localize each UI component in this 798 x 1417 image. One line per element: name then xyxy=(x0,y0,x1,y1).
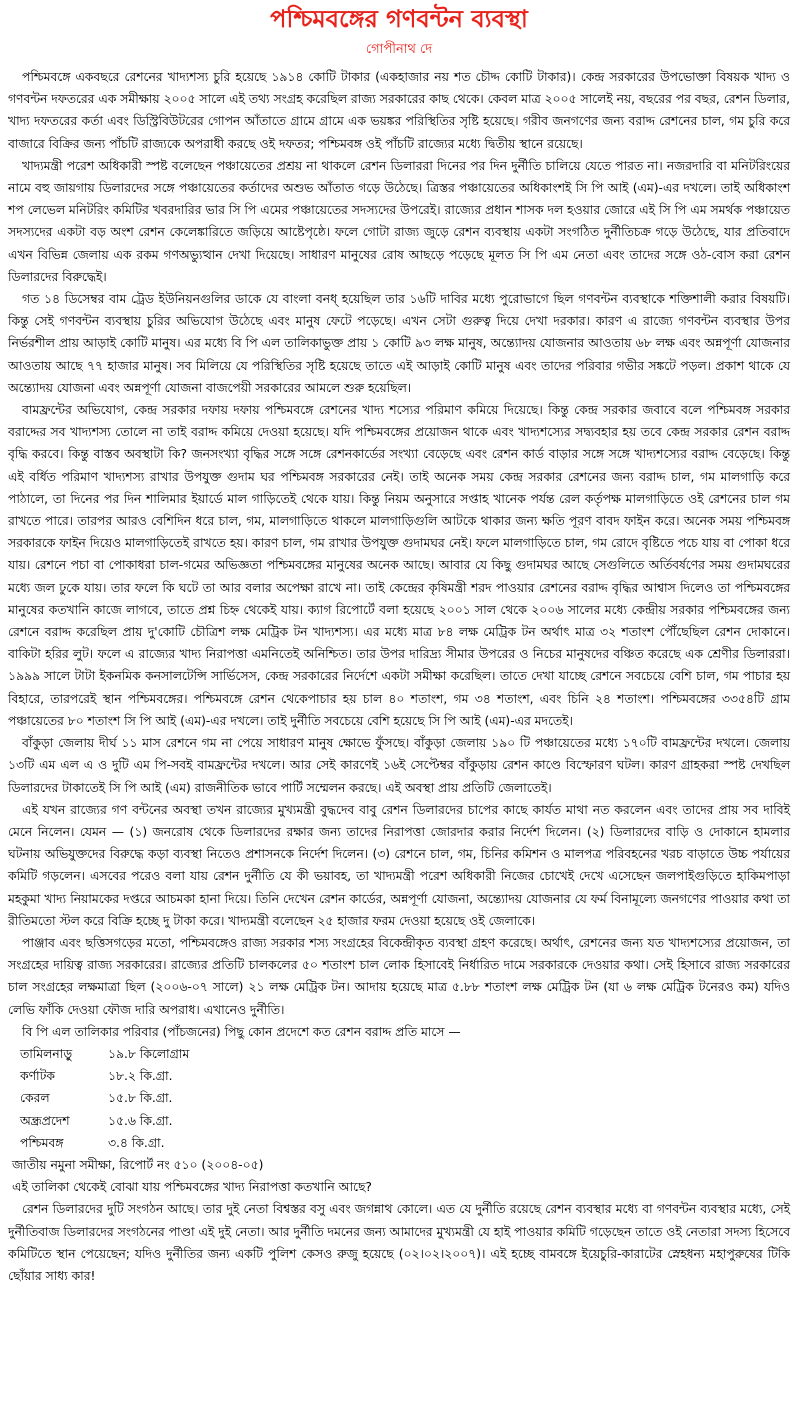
article-body xyxy=(8,66,790,1287)
ration-amount: ১৫.৬ কি.গ্রা. xyxy=(108,1113,173,1128)
paragraph-4: বামফ্রন্টের অভিযোগ, কেন্দ্র সরকার দফায় দফায় পশ্চিমবঙ্গে রেশনের খাদ্য শস্যের পরিমাণ কমিয়ে দিয়েছে। কিন্তু কেন্দ্র সরকার জবাবে বলে পশ্চিমবঙ্গ সরকার বরাদ্দের সব খাদ্যশস্য তোলে না তাই বরাদ্দ কমিয়ে দেওয়া হয়েছে। যদি পশ্চিমবঙ্গের প্রয়োজন থাকে এবং খাদ্যশস্যের সদ্ব্যবহার হয় তবে কেন্দ্র সরকার রেশন বরাদ্দ বৃদ্ধি করবে। কিন্তু বাস্তব অবস্থাটা কি? জনসংখ্যা বৃদ্ধির সঙ্গে সঙ্গে রেশনকার্ডের সংখ্যা বেড়েছে এবং রেশন কার্ড বাড়ার সঙ্গে সঙ্গে খাদ্যশস্যের বরাদ্দ বেড়েছে। কিন্তু এই বর্ধিত পরিমাণ খাদ্যশস্য রাখার উপযুক্ত গুদাম ঘর পশ্চিমবঙ্গ সরকারের নেই। তাই অনেক সময় কেন্দ্র সরকার রেশনের জন্য বরাদ্দ চাল, গম মালগাড়ি করে পাঠালে, তা দিনের পর দিন শালিমার ইয়ার্ডে মাল গাড়িতেই থেকে যায়। কিন্তু নিয়ম অনুসারে সপ্তাহ খানেক পর্যন্ত রেল কর্তৃপক্ষ মালগাড়িতে ওই রেশনের চাল গম রাখতে পারে। তারপর আরও বেশিদিন ধরে চাল, গম, মালগাড়িতে থাকলে মালগাড়িগুলি আটকে থাকার জন্য ক্ষতি পূরণ বাবদ ফাইন করে। অনেক সময় পশ্চিমবঙ্গ সরকারকে ফাইন দিয়েও মালগাড়িতেই রাখতে হয়। কারণ চাল, গম রাখার উপযুক্ত গুদামঘর নেই। ফলে মালগাড়িতে চাল, গম রোদে বৃষ্টিতে পচে যায় বা পোকা ধরে যায়। রেশনে পচা বা পোকাধরা চাল-গমের অভিজ্ঞতা পশ্চিমবঙ্গের মানুষের অনেক আছে। আবার যে কিছু গুদামঘর আছে সেগুলিতে অর্তিবর্ষণের সময় গুদামঘরের মধ্যে জল ঢুকে যায়। তার ফলে কি ঘটে তা আর বলার অপেক্ষা রাখে না। তাই কেন্দ্রের কৃষিমন্ত্রী শরদ পাওয়ার রেশনের বরাদ্দ বৃদ্ধির আশ্বাস দিলেও তা পশ্চিমবঙ্গের মানুষের কতখানি কাজে লাগবে, তাতে প্রশ্ন চিহ্ন থেকেই যায়। ক্যাগ রিপোর্টে বলা হয়েছে ২০০১ সাল থেকে ২০০৬ সালের মধ্যে কেন্দ্রীয় সরকার পশ্চিমবঙ্গের জন্য রেশনে বরাদ্দ করেছিল প্রায় দু'কোটি চৌত্রিশ লক্ষ মেট্রিক টন খাদ্যশস্য। এর মধ্যে মাত্র ৮৪ লক্ষ মেট্রিক টন অর্থাৎ মাত্র ৩২ শতাংশ পৌঁছেছিল রেশন দোকানে। বাকিটা হরির লুট। ফলে এ রাজ্যের খাদ্য নিরাপত্তা এমনিতেই অনিশ্চিত। তার উপর দারিদ্র্য সীমার উপরের ও নিচের মানুষদের বঞ্চিত করেছে এক শ্রেণীর ডিলাররা। ১৯৯৯ সালে টাটা ইকনমিক কনসালটেন্সি সার্ভিসেস, কেন্দ্র সরকারের নির্দেশে একটা সমীক্ষা করেছিল। তাতে দেখা যাচ্ছে রেশনে সবচেয়ে বেশি চাল, গম পাচার হয় বিহারে, তারপরেই স্থান পশ্চিমবঙ্গের। পশ্চিমবঙ্গে রেশন থেকেপাচার হয় চাল ৪০ শতাংশ, গম ৩৪ শতাংশ, এবং চিনি ২৪ শতাংশ। পশ্চিমবঙ্গের ৩৩৫৪টি গ্রাম পঞ্চায়েতের ৮০ শতাংশ সি পি আই (এম)-এর দখলে। তাই দুর্নীতি সবচেয়ে বেশি হয়েছে সি পি আই (এম)-এর মদতেই। xyxy=(8,403,790,728)
state-name: কেরল xyxy=(20,1091,50,1106)
table-conclusion: এই তালিকা থেকেই বোঝা যায় পশ্চিমবঙ্গের খাদ্য নিরাপত্তা কতখানি আছে? xyxy=(12,1180,372,1195)
article-title: পশ্চিমবঙ্গের গণবন্টন ব্যবস্থা xyxy=(270,5,528,33)
ration-allocation-table xyxy=(20,1043,189,1154)
paragraph-2: খাদ্যমন্ত্রী পরেশ অধিকারী স্পষ্ট বলেছেন পঞ্চায়েতের প্রশ্রয় না থাকলে রেশন ডিলাররা দিনের পর দিন দুর্নীতি চালিয়ে যেতে পারত না। নজরদারি বা মনিটরিংয়ের নামে বহু জায়গায় ডিলারদের সঙ্গে পঞ্চায়েতের কর্তাদের অশুভ আঁতাত গড়ে উঠেছে। ত্রিস্তর পঞ্চায়েতের অধিকাংশই সি পি আই (এম)-এর দখলে। তাই অধিকাংশ শপ লেভেল মনিটরিং কমিটির খবরদারির ভার সি পি এমের পঞ্চায়েতের সদস্যদের উপরেই। রাজ্যের প্রধান শাসক দল হওয়ার জোরে এই সি পি এম সমর্থক পঞ্চায়েত সদস্যদের একটা বড় অংশ রেশন কেলেঙ্কারিতে জড়িয়ে আষ্টেপৃষ্ঠে। ফলে গোটা রাজ্য জুড়ে রেশন ব্যবস্থায় একটা সংগঠিত দুর্নীতিচক্র গড়ে উঠেছে, যার প্রতিবাদে এখন বিভিন্ন জেলায় এক রকম গণঅভ্যুত্থান দেখা দিয়েছে। সাধারণ মানুষের রোষ আছড়ে পড়েছে মূলত সি পি এম নেতা এবং তাদের সঙ্গে ওঠ-বোস করা রেশন ডিলারদের বিরুদ্ধেই। xyxy=(8,158,790,284)
table-row xyxy=(20,1087,189,1109)
paragraph-6: এই যখন রাজ্যের গণ বন্টনের অবস্থা তখন রাজ্যের মুখ্যমন্ত্রী বুদ্ধদেব বাবু রেশন ডিলারদের চাপের কাছে কার্যত মাথা নত করলেন এবং তাদের প্রায় সব দাবিই মেনে নিলেন। যেমন — (১) জনরোষ থেকে ডিলারদের রক্ষার জন্য তাদের নিরাপত্তা জোরদার করার নির্দেশ দিলেন। (২) ডিলারদের বাড়ি ও দোকানে হামলার ঘটনায় অভিযুক্তদের বিরুদ্ধে কড়া ব্যবস্থা নিতেও প্রশাসনকে নির্দেশ দিলেন। (৩) রেশনে চাল, গম, চিনির কমিশন ও মালপত্র পরিবহনের খরচ বাড়াতে উচ্চ পর্যায়ের কমিটি গড়লেন। এসবের পরেও বলা যায় রেশন দুর্নীতি যে কী ভয়াবহ, তা খাদ্যমন্ত্রী পরেশ অধিকারী নিজের চোখেই দেখে এসেছেন জলপাইগুড়িতে হাকিমপাড়া মহকুমা খাদ্য নিয়ামকের দপ্তরে আচমকা হানা দিয়ে। তিনি দেখেন রেশন কার্ডের, অন্নপূর্ণা যোজনা, অন্ত্যোদয় যোজনার যে ফর্ম বিনামূল্যে জনগণের পাওয়ার কথা তা রীতিমতো স্টল করে বিক্রি হচ্ছে দু টাকা করে। খাদ্যমন্ত্রী বলেছেন ২৫ হাজার ফরম দেওয়া হয়েছে ওই জেলাকে। xyxy=(8,802,790,928)
ration-amount: ১৮.২ কি.গ্রা. xyxy=(108,1069,173,1084)
table-row xyxy=(20,1110,189,1132)
paragraph-5: বাঁকুড়া জেলায় দীর্ঘ ১১ মাস রেশনে গম না পেয়ে সাধারণ মানুষ ক্ষোভে ফুঁসছে। বাঁকুড়া জেলায় ১৯০ টি পঞ্চায়েতের মধ্যে ১৭০টি বামফ্রন্টের দখলে। জেলায় ১৩টি এম এল এ ও দুটি এম পি-সবই বামফ্রন্টের দখলে। আর সেই কারণেই ১৬ই সেপ্টেম্বর বাঁকুড়ায় রেশন কাণ্ডে বিস্ফোরণ ঘটল। কারণ গ্রাহকরা স্পষ্ট দেখছিল ডিলারদের টাকাতেই সি পি আই (এম) রাজনীতিক ভাবে পার্টি সম্মেলন করছে। এই অবস্থা প্রায় প্রতিটি জেলাতেই। xyxy=(8,736,790,795)
table-row xyxy=(20,1043,189,1065)
state-name: অন্ধ্রপ্রদেশ xyxy=(20,1113,70,1128)
state-name: পশ্চিমবঙ্গ xyxy=(20,1135,64,1150)
state-name: কর্ণাটক xyxy=(20,1069,55,1084)
closing-paragraph: রেশন ডিলারদের দুটি সংগঠন আছে। তার দুই নেতা বিশ্বস্তর বসু এবং জগন্নাথ কোলে। এত যে দুর্নীতি রয়েছে রেশন ব্যবস্থার মধ্যে বা গণবন্টন ব্যবস্থার মধ্যে, সেই দুর্নীতিবাজ ডিলারদের সংগঠনের পাণ্ডা এই দুই নেতা। আর দুর্নীতি দমনের জন্য আমাদের মুখ্যমন্ত্রী যে হাই পাওয়ার কমিটি গড়েছেন তাতে ওই নেতারা সদস্য হিসেবে কমিটিতে স্থান পেয়েছেন; যদিও দুর্নীতির জন্য একটি পুলিশ কেসও রুজু হয়েছে (০২।০২।২০০৭)। এই হচ্ছে বামবঙ্গে ইয়েচুরি-কারাটের স্নেহধন্য মহাপুরুষের টিকি ছোঁয়ার সাধ্য কার! xyxy=(8,1202,790,1283)
ration-amount: ১৯.৮ কিলোগ্রাম xyxy=(108,1046,190,1061)
ration-amount: ৩.৪ কি.গ্রা. xyxy=(108,1135,165,1150)
table-source: জাতীয় নমুনা সমীক্ষা, রিপোর্ট নং ৫১০ (২০০৪-০৫) xyxy=(12,1157,264,1172)
table-intro: বি পি এল তালিকার পরিবার (পাঁচজনের) পিছু কোন প্রদেশে কত রেশন বরাদ্দ প্রতি মাসে — xyxy=(22,1024,461,1039)
ration-amount: ১৫.৮ কি.গ্রা. xyxy=(108,1091,173,1106)
table-row xyxy=(20,1132,189,1154)
table-row xyxy=(20,1065,189,1087)
paragraph-3: গত ১৪ ডিসেম্বর বাম ট্রেড ইউনিয়নগুলির ডাকে যে বাংলা বনধ্ হয়েছিল তার ১৬টি দাবির মধ্যে পুরোভাগে ছিল গণবন্টন ব্যবস্থাকে শক্তিশালী করার বিষয়টি। কিন্তু সেই গণবন্টন ব্যবস্থায় চুরির অভিযোগ উঠেছে এবং মানুষ ফেটে পড়েছে। এখন সেটা গুরুত্ব দিয়ে দেখা দরকার। কারণ এ রাজ্যে গণবন্টন ব্যবস্থার উপর নির্ভরশীল প্রায় আড়াই কোটি মানুষ। এর মধ্যে বি পি এল তালিকাভুক্ত প্রায় ১ কোটি ৯৩ লক্ষ মানুষ, অন্ত্যোদয় যোজনার আওতায় ৬৮ লক্ষ এবং অন্নপূর্ণা যোজনার আওতায় আছে ৭৭ হাজার মানুষ। সব মিলিয়ে যে পরিস্থিতির সৃষ্টি হয়েছে তাতে এই আড়াই কোটি মানুষ এবং তাদের পরিবার গভীর সঙ্কটে পড়ল। প্রকাশ থাকে যে অন্ত্যোদয় যোজনা এবং অন্নপূর্ণা যোজনা বাজপেয়ী সরকারের আমলে শুরু হয়েছিল। xyxy=(8,292,790,395)
state-name: তামিলনাড়ু xyxy=(20,1046,72,1061)
article-author: গোপীনাথ দে xyxy=(365,42,433,57)
paragraph-1: পশ্চিমবঙ্গে একবছরে রেশনের খাদ্যশস্য চুরি হয়েছে ১৯১৪ কোটি টাকার (একহাজার নয় শত চৌদ্দ কোটি টাকার)। কেন্দ্র সরকারের উপভোক্তা বিষয়ক খাদ্য ও গণবন্টন দফতরের এক সমীক্ষায় ২০০৫ সালে এই তথ্য সংগ্রহ করেছিল রাজ্য সরকারের কাছ থেকে। কেবল মাত্র ২০০৫ সালেই নয়, বছরের পর বছর, রেশন ডিলার, খাদ্য দফতরের কর্তা এবং ডিস্ট্রিবিউটরের গোপন আঁতাতে গ্রামে গ্রামে এক ভয়ঙ্কর পরিস্থিতির সৃষ্টি হয়েছে। গরীব জনগণের জন্য বরাদ্দ রেশনের চাল, গম চুরি করে বাজারে বিক্রির জন্য পাঁচটি রাজ্যকে অপরাধী করছে ওই দফতর; পশ্চিমবঙ্গ ওই পাঁচটি রাজ্যের মধ্যে দ্বিতীয় স্থানে রয়েছে। xyxy=(8,70,790,151)
paragraph-7: পাঞ্জাব এবং ছত্তিসগড়ের মতো, পশ্চিমবঙ্গেও রাজ্য সরকার শস্য সংগ্রহের বিকেন্দ্রীকৃত ব্যবস্থা গ্রহণ করেছে। অর্থাৎ, রেশনের জন্য যত খাদ্যশস্যের প্রয়োজন, তা সংগ্রহের দায়িত্ব রাজ্য সরকারের। রাজ্যের প্রতিটি চালকলের ৫০ শতাংশ চাল লোক হিসাবেই নির্ধারিত দামে সরকারকে দেওয়ার কথা। সেই হিসাবে রাজ্য সরকারের চাল সংগ্রহের লক্ষমাত্রা ছিল (২০০৬-০৭ সালে) ২১ লক্ষ মেট্রিক টন। আদায় হয়েছে মাত্র ৫.৮৮ শতাংশ লক্ষ মেট্রিক টন (যা ৬ লক্ষ মেট্রিক টনেরও কম) যদিও লেভি ফাঁকি দেওয়া ফৌজ দারি অপরাধ। এখানেও দুর্নীতি। xyxy=(8,935,790,1017)
